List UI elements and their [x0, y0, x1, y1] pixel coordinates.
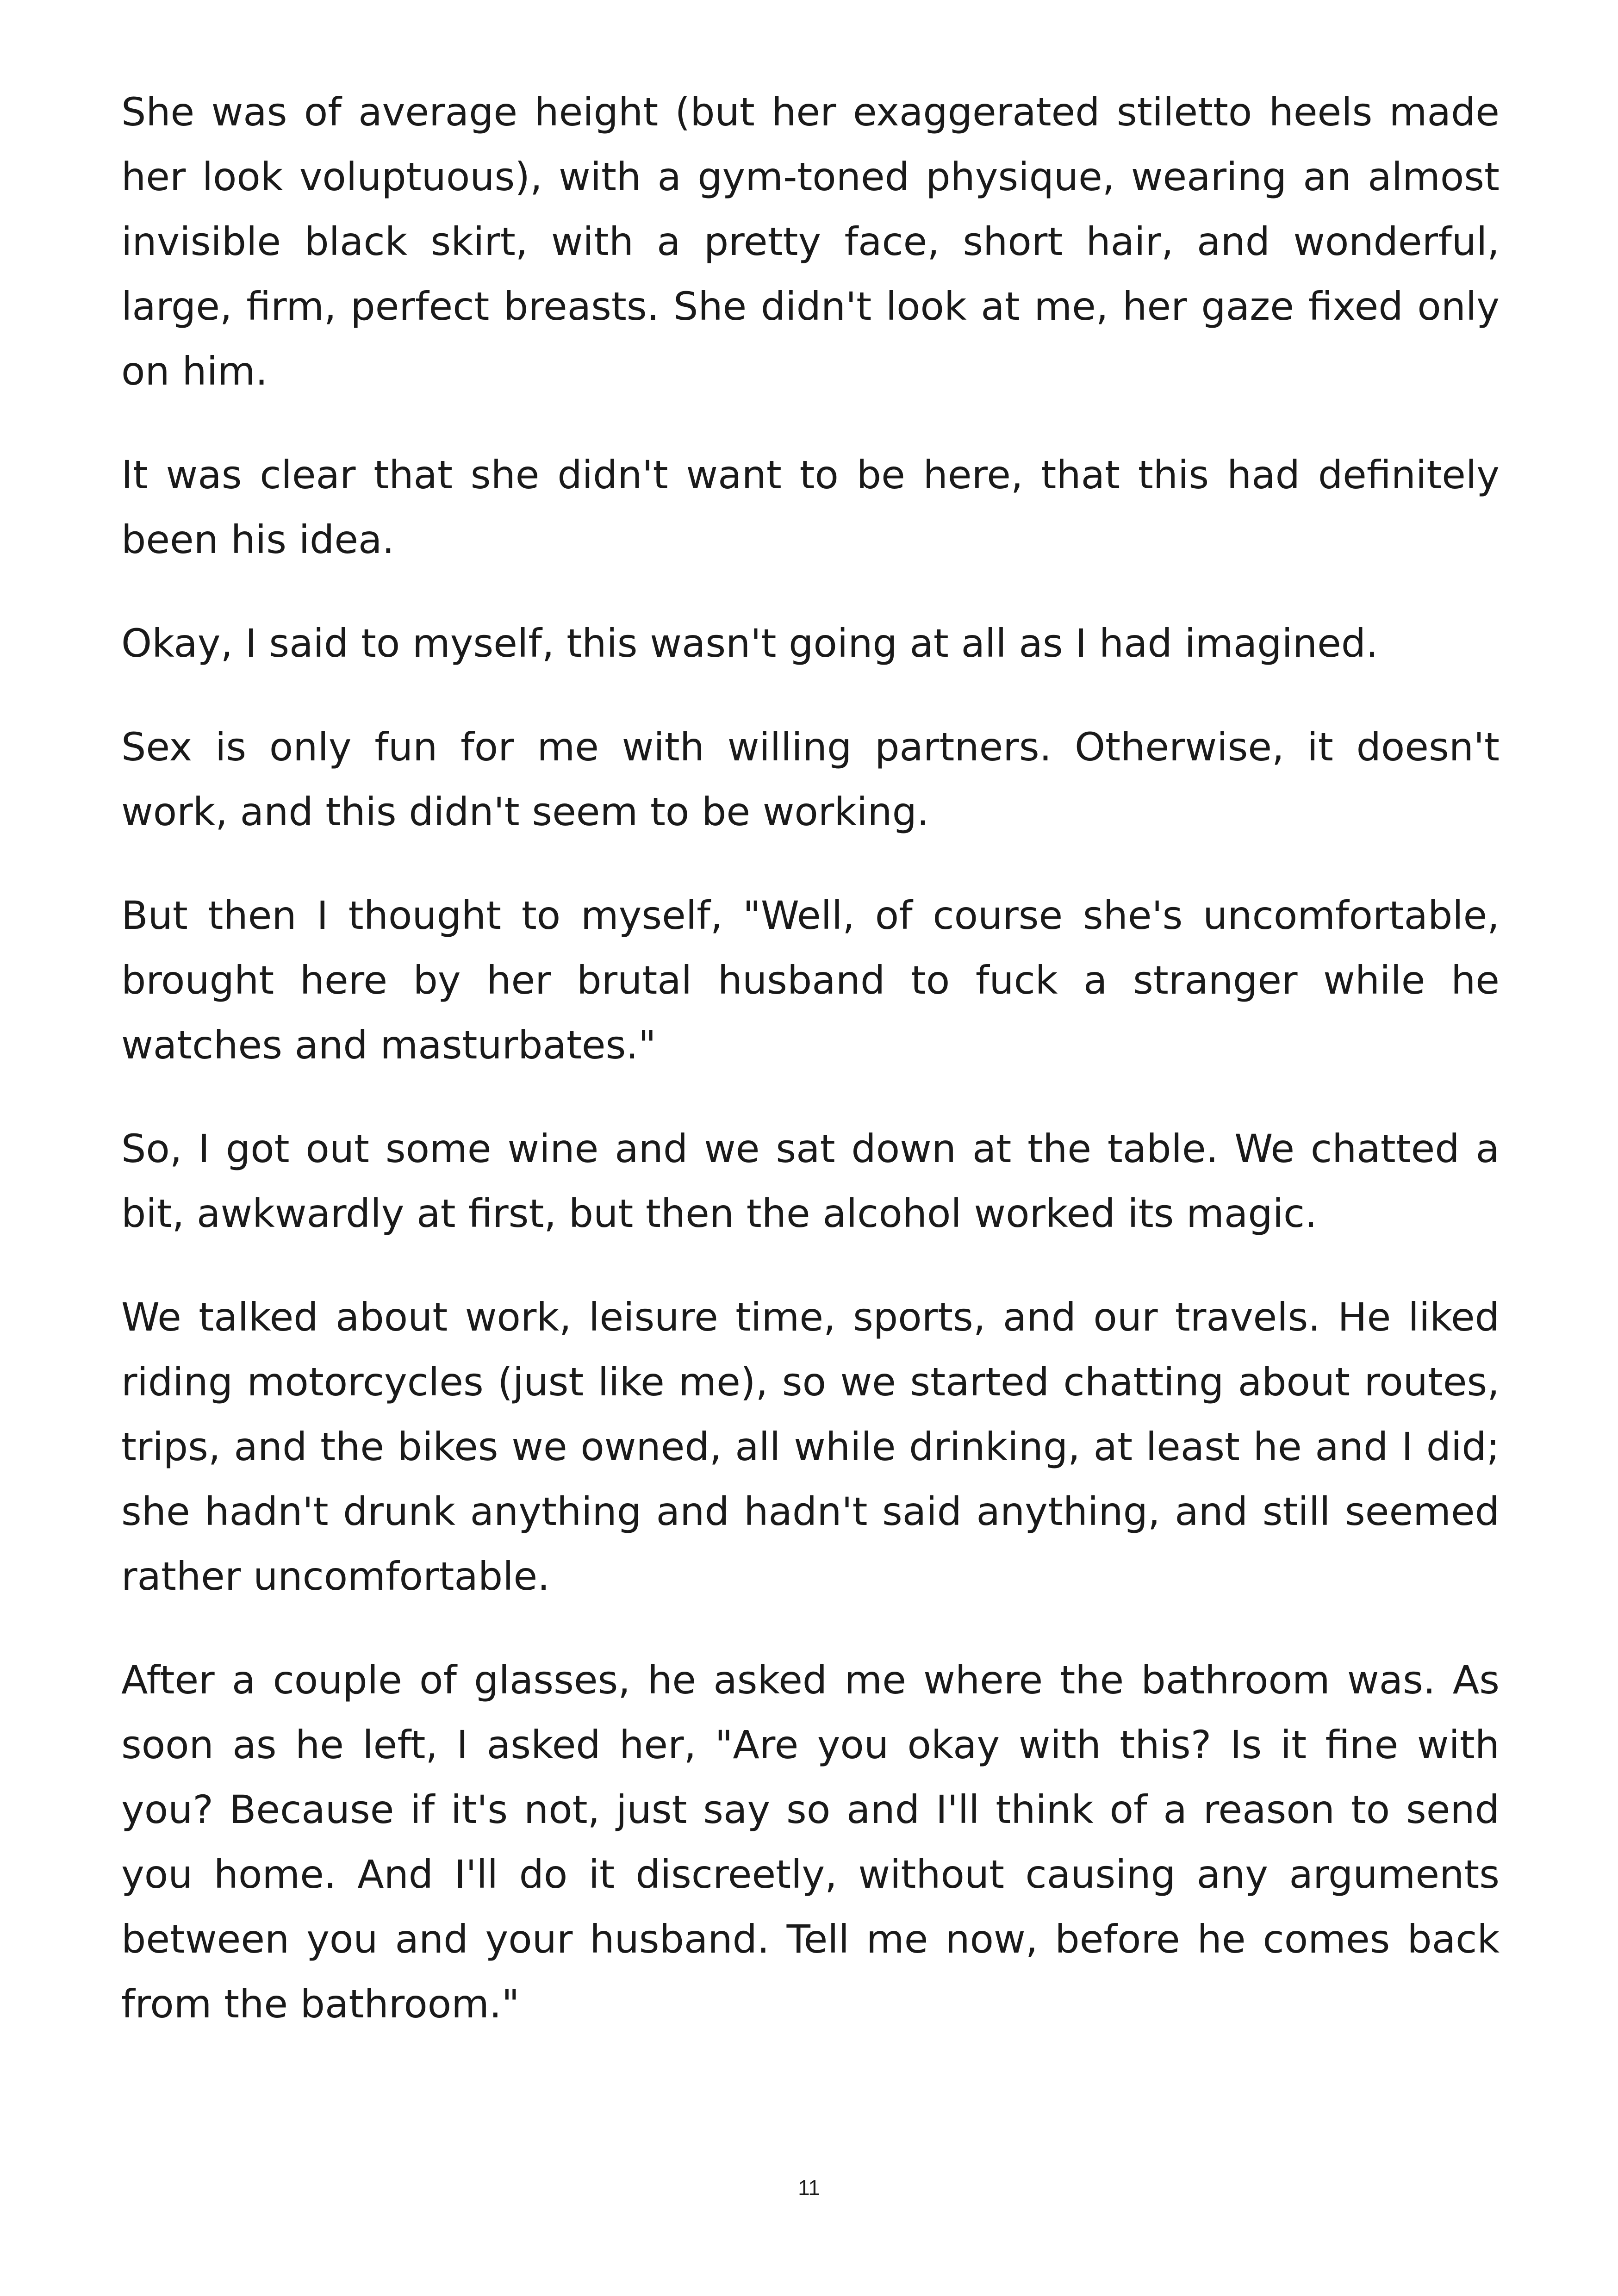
paragraph-1: She was of average height (but her exaggerated stiletto heels made her look voluptuous), with a gym-toned physique, wearing an almost invisible black skirt, with a pretty face, short hair, and wonderful, large, firm, perfect breasts. She didn't look at me, her gaze fixed only on him.	[121, 89, 1500, 394]
paragraph-8: After a couple of glasses, he asked me where the bathroom was. As soon as he left, I asked her, "Are you okay with this? Is it fine with you? Because if it's not, just say so and I'll think of a reason to send you home. And I'll do it discreetly, without causing any arguments between you and your husband. Tell me now, before he comes back from the bathroom."	[121, 1657, 1500, 2027]
page-number: 11	[798, 2176, 820, 2200]
paragraph-6: So, I got out some wine and we sat down at the table. We chatted a bit, awkwardly at first, but then the alcohol worked its magic.	[121, 1126, 1500, 1236]
paragraph-7: We talked about work, leisure time, sports, and our travels. He liked riding motorcycles (just like me), so we started chatting about routes, trips, and the bikes we owned, all while drinking, at least he and I did; she hadn't drunk anything and hadn't said anything, and still seemed rather uncomfortable.	[121, 1294, 1500, 1599]
paragraph-5: But then I thought to myself, "Well, of course she's uncomfortable, brought here by her brutal husband to fuck a stranger while he watches and masturbates."	[121, 893, 1500, 1068]
paragraph-4: Sex is only fun for me with willing partners. Otherwise, it doesn't work, and this didn't seem to be working.	[121, 724, 1500, 834]
body-text	[121, 80, 1500, 2075]
paragraph-2: It was clear that she didn't want to be here, that this had definitely been his idea.	[121, 452, 1500, 562]
paragraph-3: Okay, I said to myself, this wasn't going at all as I had imagined.	[121, 621, 1378, 666]
